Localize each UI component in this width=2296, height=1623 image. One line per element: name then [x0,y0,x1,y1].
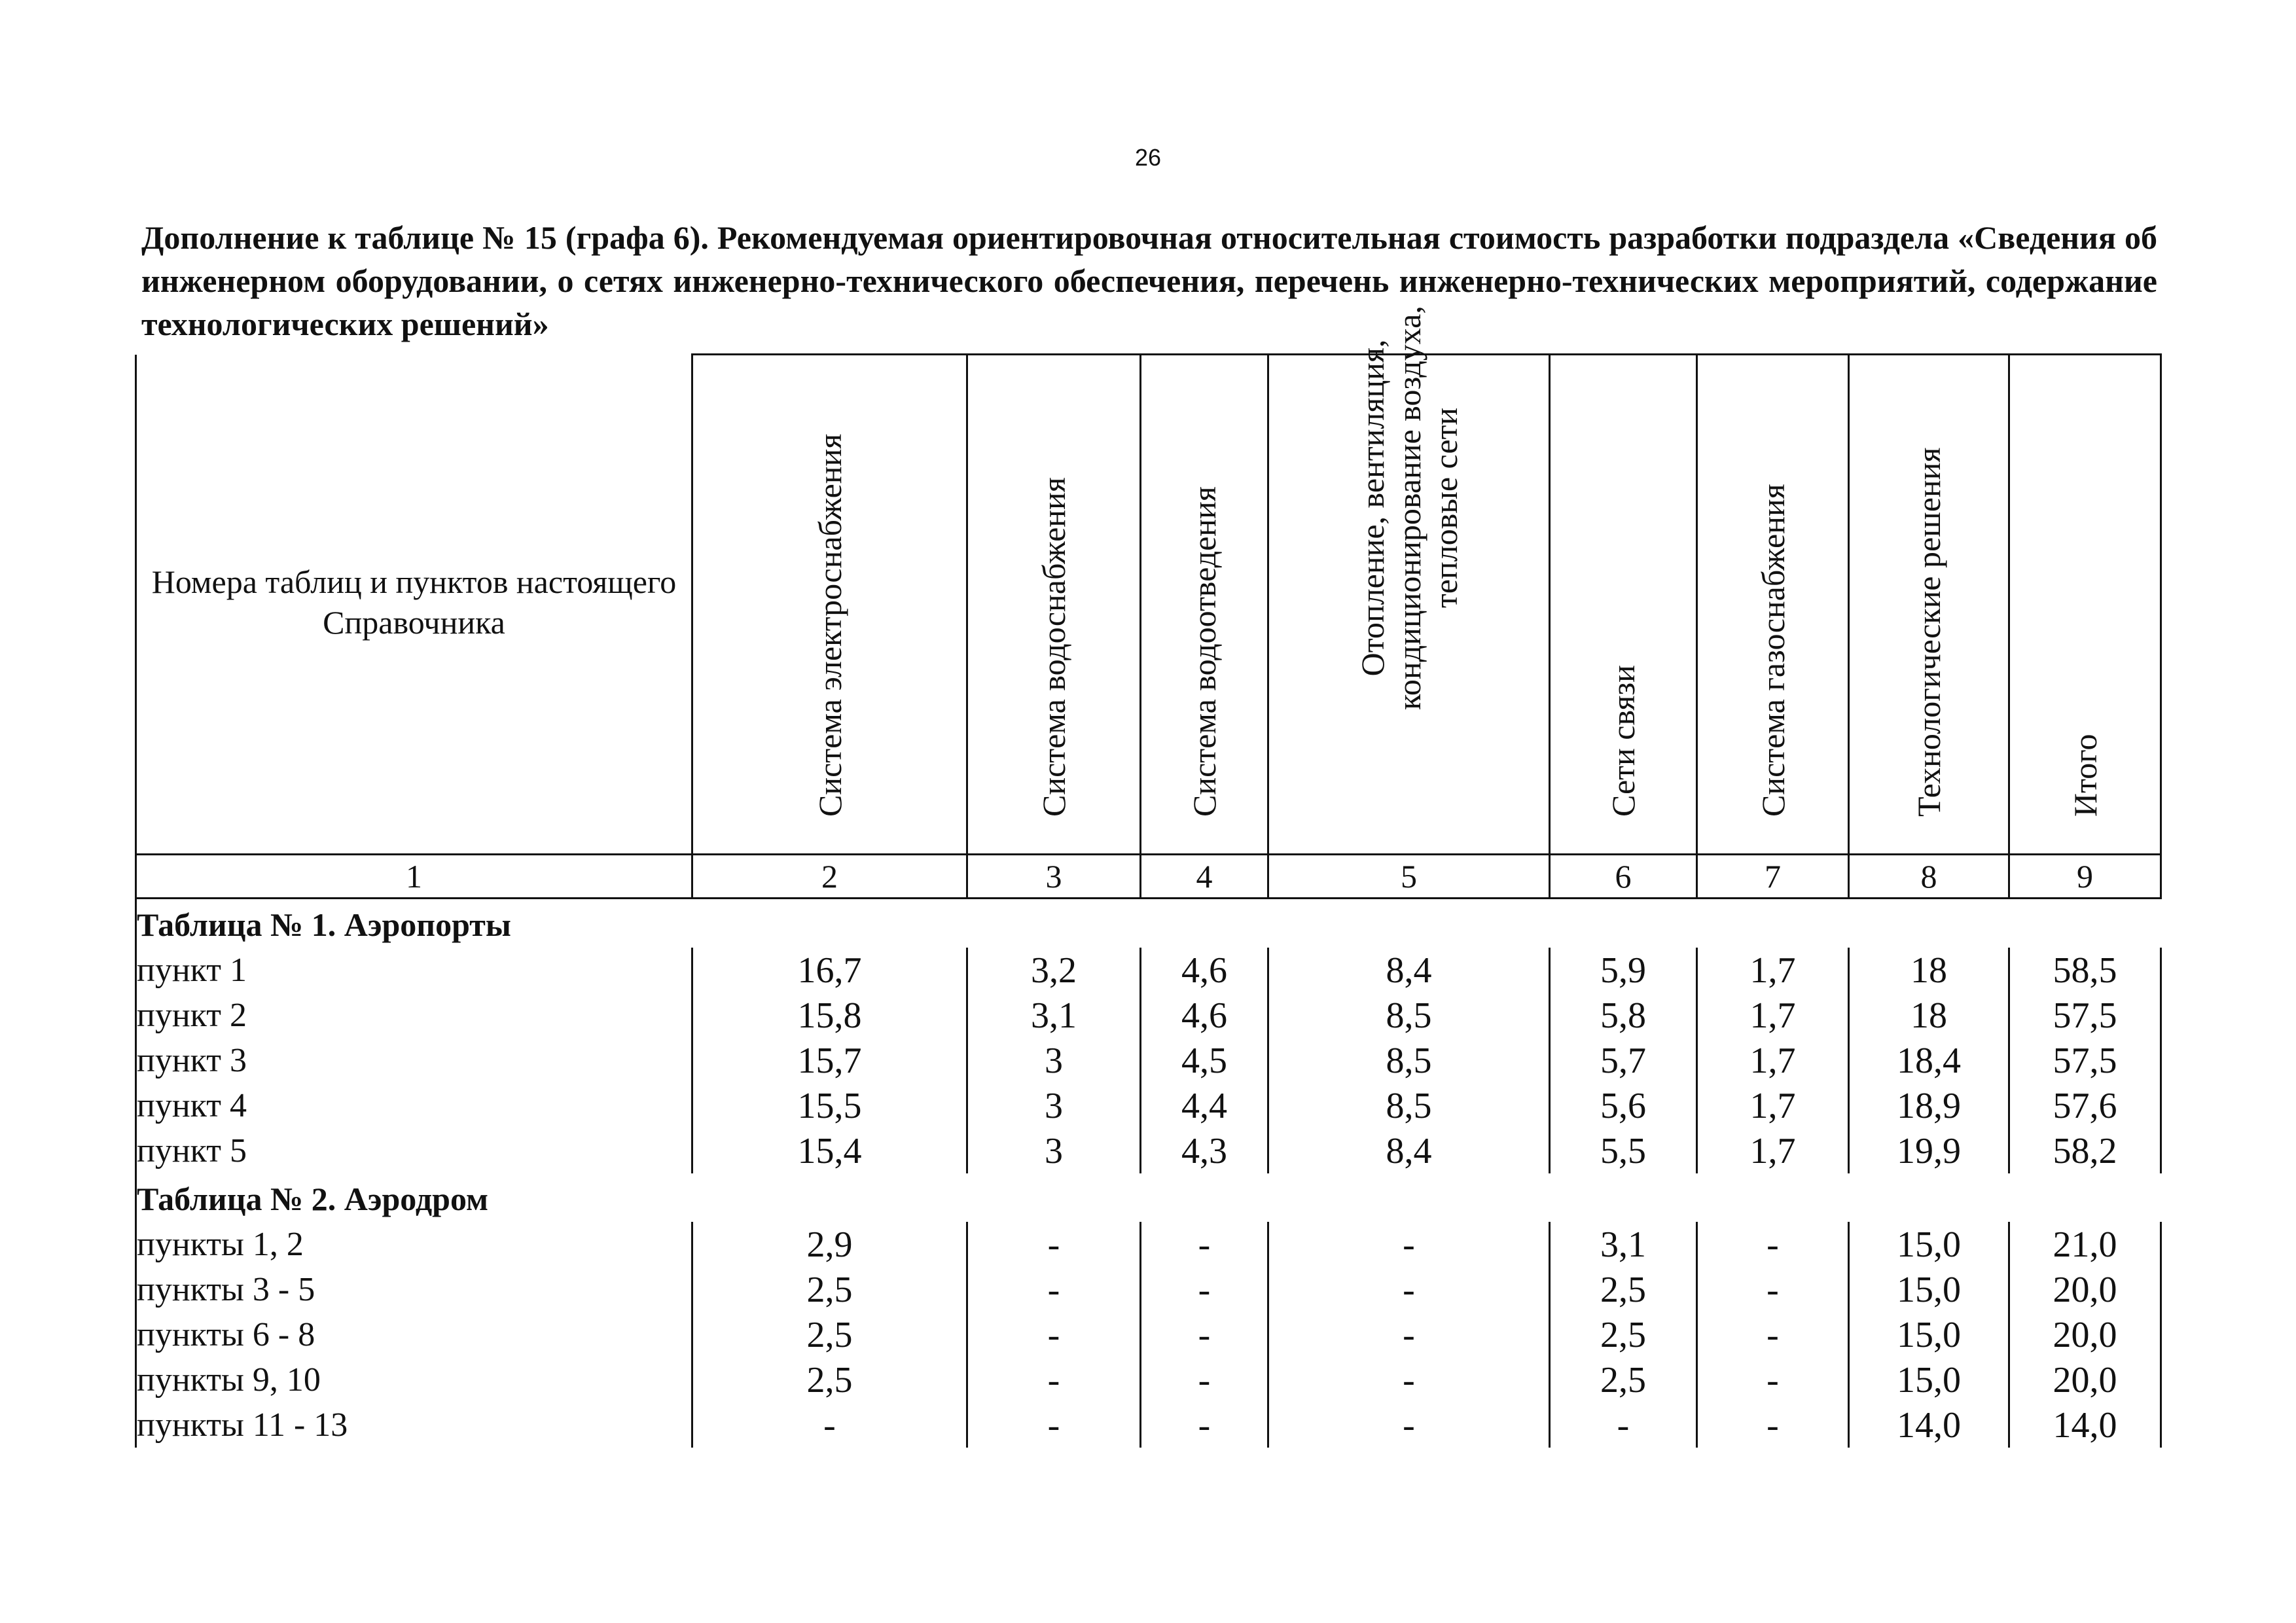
table-cell: - [1697,1357,1849,1402]
table-cell: - [1697,1402,1849,1448]
table-cell: 15,5 [692,1083,967,1128]
group-spacer [967,1173,1141,1222]
column-header-text: Система водоотведения [1186,486,1223,817]
table-cell: 4,3 [1141,1128,1268,1173]
table-cell: - [1697,1312,1849,1357]
table-cell: 5,9 [1550,948,1697,993]
column-header [1849,355,2009,855]
column-number-row [136,855,2161,899]
table-cell: 3,1 [967,993,1141,1038]
row-label: пункт 4 [136,1083,692,1128]
column-header-text: Итого [2066,734,2104,817]
table-cell: 5,8 [1550,993,1697,1038]
table-cell: 8,5 [1268,1038,1550,1083]
column-number: 8 [1849,855,2009,899]
table-cell: - [1268,1402,1550,1448]
table-cell: - [1141,1402,1268,1448]
table-cell: 5,7 [1550,1038,1697,1083]
table-cell: - [1268,1222,1550,1267]
table-cell: 4,6 [1141,948,1268,993]
table-cell: 14,0 [2009,1402,2161,1448]
column-header-text: Система водоснабжения [1035,477,1072,817]
table-cell: - [1141,1267,1268,1312]
table-cell: 15,7 [692,1038,967,1083]
group-spacer [2009,1173,2161,1222]
table-cell: 5,5 [1550,1128,1697,1173]
table-row [136,1083,2161,1128]
column-header [1141,355,1268,855]
group-title: Таблица № 1. Аэропорты [136,899,692,948]
table-cell: 19,9 [1849,1128,2009,1173]
table-cell: 2,5 [692,1267,967,1312]
table-cell: - [1268,1312,1550,1357]
table-cell: 1,7 [1697,1038,1849,1083]
table-cell: 4,6 [1141,993,1268,1038]
table-cell: - [967,1357,1141,1402]
table-cell: 15,0 [1849,1357,2009,1402]
column-header [967,355,1141,855]
table-cell: 18,9 [1849,1083,2009,1128]
column-number: 5 [1268,855,1550,899]
row-label: пункт 5 [136,1128,692,1173]
group-spacer [692,899,967,948]
table-cell: 3 [967,1038,1141,1083]
row-label: пункты 3 - 5 [136,1267,692,1312]
table-cell: 8,4 [1268,1128,1550,1173]
table-cell: 2,5 [692,1312,967,1357]
row-label: пункт 3 [136,1038,692,1083]
table-row [136,1312,2161,1357]
column-number: 9 [2009,855,2161,899]
table-cell: 15,8 [692,993,967,1038]
table-cell: - [967,1402,1141,1448]
table-body [136,899,2161,1448]
column-number: 3 [967,855,1141,899]
table-cell: - [692,1402,967,1448]
header-row [136,355,2161,855]
group-spacer [1268,1173,1550,1222]
column-header-text: Технологические решения [1910,447,1947,817]
table-cell: 18 [1849,948,2009,993]
group-spacer [2009,899,2161,948]
table-row [136,948,2161,993]
table-cell: 57,5 [2009,1038,2161,1083]
group-row [136,899,2161,948]
group-spacer [692,1173,967,1222]
group-spacer [1268,899,1550,948]
column-header [2009,355,2161,855]
table-cell: 21,0 [2009,1222,2161,1267]
table-cell: 57,6 [2009,1083,2161,1128]
table-cell: 3 [967,1083,1141,1128]
table-cell: 15,0 [1849,1312,2009,1357]
table-row [136,1128,2161,1173]
column-number: 2 [692,855,967,899]
table-cell: 8,5 [1268,993,1550,1038]
table-cell: 15,0 [1849,1267,2009,1312]
row-label: пункт 2 [136,993,692,1038]
table-cell: 14,0 [1849,1402,2009,1448]
table-cell: - [967,1222,1141,1267]
table-cell: 15,0 [1849,1222,2009,1267]
group-spacer [1697,1173,1849,1222]
table-cell: 4,4 [1141,1083,1268,1128]
group-title: Таблица № 2. Аэродром [136,1173,692,1222]
table-cell: 58,2 [2009,1128,2161,1173]
table-cell: 20,0 [2009,1267,2161,1312]
table-cell: 1,7 [1697,993,1849,1038]
table-row [136,1267,2161,1312]
table-row [136,993,2161,1038]
table-cell: 1,7 [1697,1128,1849,1173]
column-number: 1 [136,855,692,899]
column-header-text: Система электроснабжения [811,433,848,817]
table-cell: - [1697,1267,1849,1312]
table-cell: - [967,1312,1141,1357]
table-cell: 20,0 [2009,1357,2161,1402]
table-cell: 4,5 [1141,1038,1268,1083]
table-cell: - [1268,1267,1550,1312]
row-label: пункты 9, 10 [136,1357,692,1402]
column-header-text: Отопление, вентиляция, кондиционирование воздуха, тепловые сети [1354,306,1464,710]
table-cell: 2,5 [1550,1267,1697,1312]
table-cell: 16,7 [692,948,967,993]
column-header-text: Система газоснабжения [1754,484,1791,817]
table-cell: 1,7 [1697,948,1849,993]
table-cell: 58,5 [2009,948,2161,993]
group-spacer [1550,1173,1697,1222]
group-spacer [1141,899,1268,948]
column-header [1268,306,1550,855]
group-row [136,1173,2161,1222]
document-heading: Дополнение к таблице № 15 (графа 6). Рекомендуемая ориентировочная относительная стоимость разработки подраздела «Сведения об инженерном оборудовании, о сетях инженерно-технического обеспечения, перечень инженерно-технических мероприятий, содержание технологических решений» [141,219,2157,342]
table-cell: 3,1 [1550,1222,1697,1267]
table-cell: 20,0 [2009,1312,2161,1357]
table-cell: 2,9 [692,1222,967,1267]
table-cell: - [1141,1222,1268,1267]
table-cell: 3 [967,1128,1141,1173]
table-cell: - [1141,1357,1268,1402]
row-label: пункты 11 - 13 [136,1402,692,1448]
table-cell: 2,5 [1550,1312,1697,1357]
table-cell: - [967,1267,1141,1312]
table-cell: 8,4 [1268,948,1550,993]
page-number: 26 [1134,144,1162,171]
table-cell: 18 [1849,993,2009,1038]
table-row [136,1357,2161,1402]
table-row [136,1402,2161,1448]
cost-table [135,306,2162,1448]
group-spacer [1849,899,2009,948]
table-cell: 3,2 [967,948,1141,993]
row-label-header: Номера таблиц и пунктов настоящего Справочника [136,355,692,855]
table-cell: 1,7 [1697,1083,1849,1128]
table-cell: 18,4 [1849,1038,2009,1083]
table-cell: - [1697,1222,1849,1267]
group-spacer [1550,899,1697,948]
table-row [136,1222,2161,1267]
table-cell: 2,5 [1550,1357,1697,1402]
table-cell: 2,5 [692,1357,967,1402]
column-header [1697,355,1849,855]
column-header-text: Сети связи [1605,665,1641,817]
column-number: 4 [1141,855,1268,899]
group-spacer [1141,1173,1268,1222]
column-number: 7 [1697,855,1849,899]
table-cell: 5,6 [1550,1083,1697,1128]
table-cell: 57,5 [2009,993,2161,1038]
group-spacer [967,899,1141,948]
column-header [1550,355,1697,855]
table-cell: 8,5 [1268,1083,1550,1128]
table-cell: - [1550,1402,1697,1448]
group-spacer [1849,1173,2009,1222]
table-cell: - [1268,1357,1550,1402]
table-cell: - [1141,1312,1268,1357]
group-spacer [1697,899,1849,948]
column-header [692,355,967,855]
table-cell: 15,4 [692,1128,967,1173]
row-label: пункты 6 - 8 [136,1312,692,1357]
table-row [136,1038,2161,1083]
row-label: пункты 1, 2 [136,1222,692,1267]
column-number: 6 [1550,855,1697,899]
row-label: пункт 1 [136,948,692,993]
